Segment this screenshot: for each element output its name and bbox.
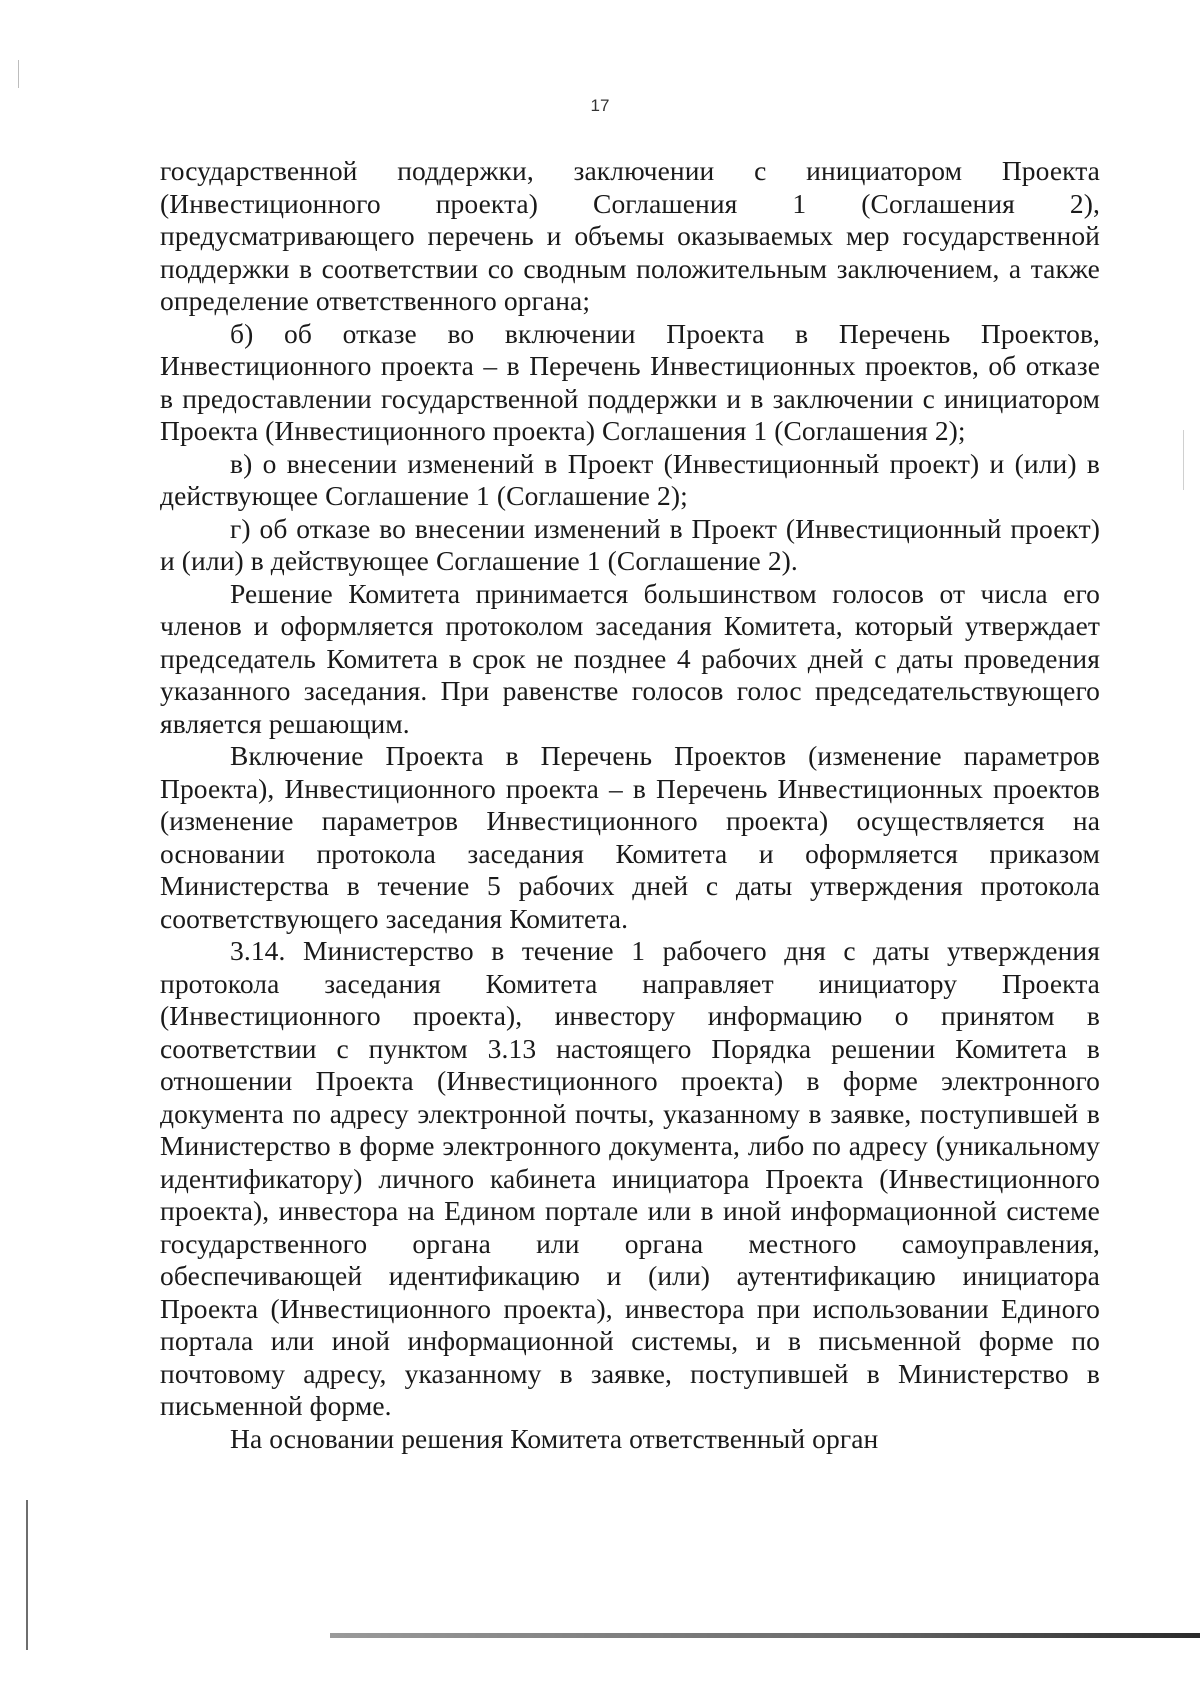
scan-artifact-left-edge (26, 1500, 28, 1650)
paragraph-inclusion-order: Включение Проекта в Перечень Проектов (изменение параметров Проекта), Инвестиционного проекта – в Перечень Инвестиционных проектов (изменение параметров Инвестиционного проекта) осуществляется на основании протокола заседания Комитета и оформляется приказом Министерства в течение 5 рабочих дней с даты утверждения протокола соответствующего заседания Комитета. (160, 740, 1100, 934)
paragraph-item-v: в) о внесении изменений в Проект (Инвестиционный проект) и (или) в действующее Соглашение 1 (Соглашение 2); (160, 447, 1100, 511)
scan-artifact-right (1183, 430, 1184, 490)
page-number: 17 (590, 96, 610, 115)
scan-artifact-bottom-edge (330, 1633, 1200, 1638)
scan-artifact-top-left (18, 60, 19, 88)
paragraph-responsible-body: На основании решения Комитета ответственный орган (230, 1422, 879, 1454)
paragraph-item-b: б) об отказе во включении Проекта в Перечень Проектов, Инвестиционного проекта – в Перечень Инвестиционных проектов, об отказе в предоставлении государственной поддержки и в заключении с инициатором Проекта (Инвестиционного проекта) Соглашения 1 (Соглашения 2); (160, 317, 1100, 446)
paragraph-3-14: 3.14. Министерство в течение 1 рабочего дня с даты утверждения протокола заседания Комитета направляет инициатору Проекта (Инвестиционного проекта), инвестору информацию о принятом в соответствии с пунктом 3.13 настоящего Порядка решении Комитета в отношении Проекта (Инвестиционного проекта) в форме электронного документа по адресу электронной почты, указанному в заявке, поступившей в Министерство в форме электронного документа, либо по адресу (уникальному идентификатору) личного кабинета инициатора Проекта (Инвестиционного проекта), инвестора на Едином портале или в иной информационной системе государственного органа или органа местного самоуправления, обеспечивающей идентификацию и (или) аутентификацию инициатора Проекта (Инвестиционного проекта), инвестора при использовании Единого портала или иной информационной системы, и в письменной форме по почтовому адресу, указанному в заявке, поступившей в Министерство в письменной форме. (160, 935, 1100, 1421)
document-body (160, 155, 1100, 1455)
paragraph-committee-decision: Решение Комитета принимается большинством голосов от числа его членов и оформляется протоколом заседания Комитета, который утверждает председатель Комитета в срок не позднее 4 рабочих дней с даты проведения указанного заседания. При равенстве голосов голос председательствующего является решающим. (160, 577, 1100, 739)
paragraph-continuation: государственной поддержки, заключении с инициатором Проекта (Инвестиционного проекта) Соглашения 1 (Соглашения 2), предусматривающего перечень и объемы оказываемых мер государственной поддержки в соответствии со сводным положительным заключением, а также определение ответственного органа; (160, 155, 1100, 316)
paragraph-item-g: г) об отказе во внесении изменений в Проект (Инвестиционный проект) и (или) в действующее Соглашение 1 (Соглашение 2). (160, 512, 1100, 576)
